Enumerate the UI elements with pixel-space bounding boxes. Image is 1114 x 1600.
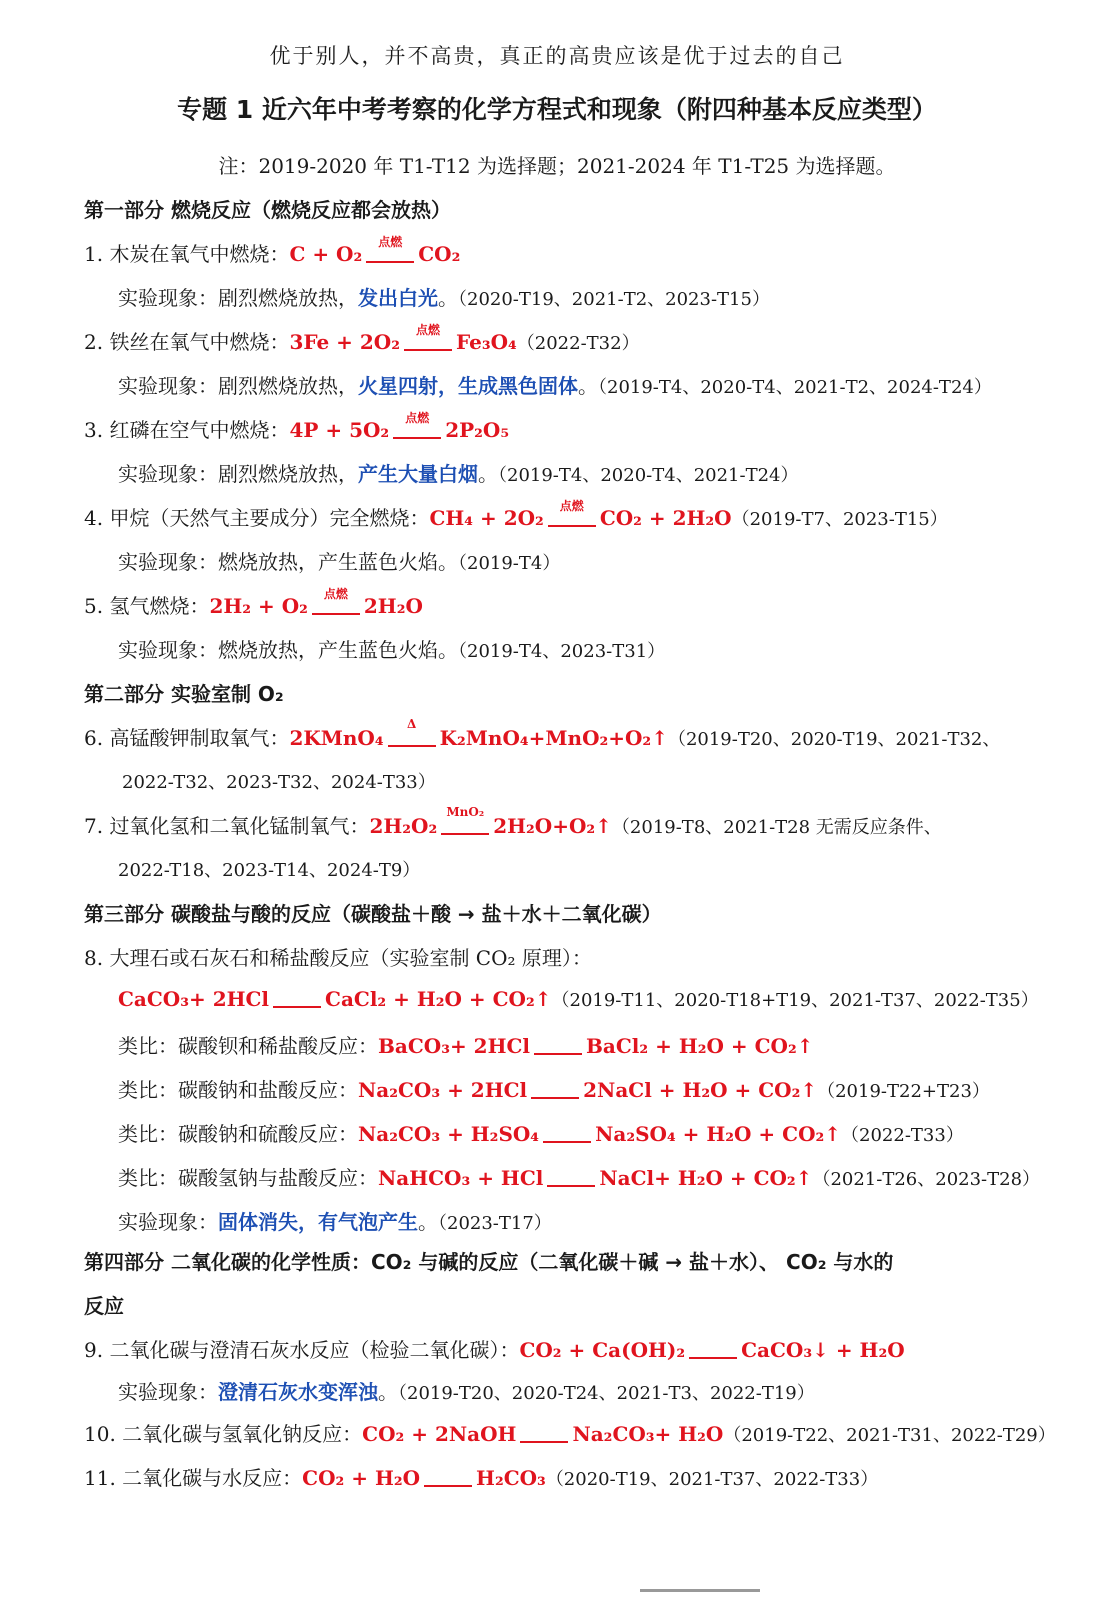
observation-text: 实验现象：燃烧放热，产生蓝色火焰。 xyxy=(118,638,458,662)
equation-line-7 xyxy=(84,804,942,839)
products: K₂MnO₄+MnO₂+O₂↑ xyxy=(439,726,668,750)
item-label: 7. 过氧化氢和二氧化锰制氧气： xyxy=(84,814,370,838)
section-heading-carbonate: 第三部分 碳酸盐与酸的反应（碳酸盐＋酸 → 盐＋水＋二氧化碳） xyxy=(84,902,662,926)
reactants: 2KMnO₄ xyxy=(289,726,384,750)
products: CaCl₂ + H₂O + CO₂↑ xyxy=(325,987,552,1011)
condition-label: Δ xyxy=(406,716,417,731)
observation-prefix: 实验现象：剧烈燃烧放热， xyxy=(118,462,358,486)
equation-line-2 xyxy=(84,322,640,355)
exam-note: 注：2019-2020 年 T1-T12 为选择题；2021-2024 年 T1-T25 为选择题。 xyxy=(218,154,896,178)
observation-suffix: 。 xyxy=(478,462,498,486)
condition-label: 点燃 xyxy=(378,234,403,249)
equation-line-5 xyxy=(84,586,423,619)
reaction-arrow xyxy=(520,1421,568,1443)
reactants: CO₂ + H₂O xyxy=(302,1466,421,1490)
observation-line-3 xyxy=(118,458,799,487)
reaction-arrow xyxy=(689,1337,737,1359)
reactants: CH₄ + 2O₂ xyxy=(429,506,544,530)
observation-line-8 xyxy=(118,1206,552,1235)
analogy-label: 类比：碳酸钡和稀盐酸反应： xyxy=(118,1034,378,1058)
exam-reference: （2020-T19、2021-T37、2022-T33） xyxy=(545,1469,879,1490)
equation-line-10 xyxy=(84,1418,1056,1447)
exam-reference: （2021-T26、2023-T28） xyxy=(812,1169,1041,1190)
analogy-line-4 xyxy=(118,1162,1040,1191)
products: Na₂CO₃+ H₂O xyxy=(572,1422,724,1446)
reaction-arrow xyxy=(531,1077,579,1099)
reaction-arrow xyxy=(273,986,321,1008)
item-label: 2. 铁丝在氧气中燃烧： xyxy=(84,330,290,354)
exam-reference: （2022-T32） xyxy=(516,333,640,354)
observation-text: 固体消失，有气泡产生 xyxy=(218,1210,418,1234)
observation-suffix: 。 xyxy=(438,286,458,310)
exam-reference-continued: 2022-T32、2023-T32、2024-T33） xyxy=(122,772,436,793)
reactants: CO₂ + Ca(OH)₂ xyxy=(519,1338,686,1362)
page-title: 专题 1 近六年中考考察的化学方程式和现象（附四种基本反应类型） xyxy=(177,95,937,124)
reaction-arrow xyxy=(548,498,596,527)
products: BaCl₂ + H₂O + CO₂↑ xyxy=(586,1034,814,1058)
reactants: Na₂CO₃ + 2HCl xyxy=(358,1078,528,1102)
observation-text: 产生大量白烟 xyxy=(358,462,478,486)
exam-reference: （2019-T22+T23） xyxy=(817,1081,990,1102)
reaction-arrow xyxy=(534,1033,582,1055)
analogy-line-3 xyxy=(118,1118,964,1147)
equation-line-9 xyxy=(84,1334,905,1363)
products: 2P₂O₅ xyxy=(445,418,510,442)
section-heading-combustion: 第一部分 燃烧反应（燃烧反应都会放热） xyxy=(84,198,451,222)
observation-suffix: 。 xyxy=(378,1380,398,1404)
analogy-label: 类比：碳酸钠和盐酸反应： xyxy=(118,1078,358,1102)
reactants: CaCO₃+ 2HCl xyxy=(118,987,270,1011)
reaction-arrow xyxy=(388,716,436,747)
exam-reference: （2019-T8、2021-T28 无需反应条件、 xyxy=(611,817,942,838)
section-heading-co2-continued: 反应 xyxy=(84,1294,124,1318)
reactants: BaCO₃+ 2HCl xyxy=(378,1034,531,1058)
reaction-arrow xyxy=(393,410,441,439)
products: CaCO₃↓ + H₂O xyxy=(741,1338,905,1362)
page-motto: 优于别人，并不高贵，真正的高贵应该是优于过去的自己 xyxy=(269,44,845,68)
observation-prefix: 实验现象：剧烈燃烧放热， xyxy=(118,286,358,310)
reaction-arrow xyxy=(404,322,452,351)
observation-prefix: 实验现象： xyxy=(118,1210,218,1234)
analogy-label: 类比：碳酸钠和硫酸反应： xyxy=(118,1122,358,1146)
exam-reference: （2020-T19、2021-T2、2023-T15） xyxy=(458,289,770,310)
condition-label: MnO₂ xyxy=(446,804,485,819)
reaction-arrow xyxy=(543,1121,591,1143)
exam-reference: （2019-T11、2020-T18+T19、2021-T37、2022-T35） xyxy=(551,990,1039,1011)
item-label-8: 8. 大理石或石灰石和稀盐酸反应（实验室制 CO₂ 原理）： xyxy=(84,946,592,970)
condition-label: 点燃 xyxy=(405,410,430,425)
item-label: 1. 木炭在氧气中燃烧： xyxy=(84,242,290,266)
products: CO₂ xyxy=(418,242,461,266)
item-label: 11. 二氧化碳与水反应： xyxy=(84,1466,303,1490)
reactants: C + O₂ xyxy=(289,242,363,266)
observation-text: 发出白光 xyxy=(358,286,438,310)
section-heading-oxygen: 第二部分 实验室制 O₂ xyxy=(84,682,284,706)
observation-line-5 xyxy=(118,634,665,663)
products: Na₂SO₄ + H₂O + CO₂↑ xyxy=(595,1122,842,1146)
item-label: 4. 甲烷（天然气主要成分）完全燃烧： xyxy=(84,506,430,530)
equation-line-6 xyxy=(84,716,1001,751)
reaction-arrow xyxy=(441,804,489,835)
products: CO₂ + 2H₂O xyxy=(599,506,732,530)
observation-suffix: 。 xyxy=(418,1210,438,1234)
observation-prefix: 实验现象： xyxy=(118,1380,218,1404)
exam-reference-continued: 2022-T18、2023-T14、2024-T9） xyxy=(118,860,421,881)
reactants: 3Fe + 2O₂ xyxy=(289,330,400,354)
item-label: 10. 二氧化碳与氢氧化钠反应： xyxy=(84,1422,363,1446)
exam-reference: （2023-T17） xyxy=(438,1213,552,1234)
reactants: 2H₂ + O₂ xyxy=(209,594,308,618)
reactants: 4P + 5O₂ xyxy=(289,418,390,442)
page-bottom-mark xyxy=(640,1589,760,1592)
analogy-line-2 xyxy=(118,1074,990,1103)
item-label: 9. 二氧化碳与澄清石灰水反应（检验二氧化碳）： xyxy=(84,1338,520,1362)
reaction-arrow xyxy=(312,586,360,615)
condition-label: 点燃 xyxy=(559,498,584,513)
exam-reference: （2019-T22、2021-T31、2022-T29） xyxy=(723,1425,1056,1446)
reaction-arrow xyxy=(424,1465,472,1487)
item-label: 5. 氢气燃烧： xyxy=(84,594,210,618)
condition-label: 点燃 xyxy=(415,322,440,337)
analogy-label: 类比：碳酸氢钠与盐酸反应： xyxy=(118,1166,378,1190)
item-label: 6. 高锰酸钾制取氧气： xyxy=(84,726,290,750)
reactants: 2H₂O₂ xyxy=(369,814,438,838)
reactants: CO₂ + 2NaOH xyxy=(362,1422,517,1446)
exam-reference: （2019-T4、2020-T4、2021-T2、2024-T24） xyxy=(598,377,992,398)
products: H₂CO₃ xyxy=(476,1466,546,1490)
equation-line-11 xyxy=(84,1462,878,1491)
products: 2NaCl + H₂O + CO₂↑ xyxy=(583,1078,818,1102)
equation-line-3 xyxy=(84,410,510,443)
exam-reference: （2019-T4） xyxy=(458,553,561,574)
reactants: NaHCO₃ + HCl xyxy=(378,1166,544,1190)
equation-line-4 xyxy=(84,498,948,531)
item-label: 3. 红磷在空气中燃烧： xyxy=(84,418,290,442)
condition-label: 点燃 xyxy=(323,586,348,601)
observation-text: 实验现象：燃烧放热，产生蓝色火焰。 xyxy=(118,550,458,574)
exam-reference: （2019-T4、2023-T31） xyxy=(458,641,666,662)
reactants: Na₂CO₃ + H₂SO₄ xyxy=(358,1122,540,1146)
section-heading-co2: 第四部分 二氧化碳的化学性质：CO₂ 与碱的反应（二氧化碳＋碱 → 盐＋水）、 CO₂ 与水的 xyxy=(84,1250,894,1274)
reaction-arrow xyxy=(366,234,414,263)
observation-text: 澄清石灰水变浑浊 xyxy=(218,1380,378,1404)
observation-text: 火星四射，生成黑色固体 xyxy=(358,374,578,398)
products: Fe₃O₄ xyxy=(455,330,517,354)
observation-line-2 xyxy=(118,370,992,399)
exam-reference: （2019-T20、2020-T19、2021-T32、 xyxy=(667,729,1001,750)
observation-prefix: 实验现象：剧烈燃烧放热， xyxy=(118,374,358,398)
observation-line-1 xyxy=(118,282,770,311)
observation-line-4 xyxy=(118,546,560,575)
products: 2H₂O+O₂↑ xyxy=(493,814,612,838)
exam-reference: （2019-T7、2023-T15） xyxy=(731,509,948,530)
products: NaCl+ H₂O + CO₂↑ xyxy=(599,1166,813,1190)
exam-reference: （2019-T20、2020-T24、2021-T3、2022-T19） xyxy=(398,1383,815,1404)
equation-line-8 xyxy=(118,986,1039,1012)
observation-suffix: 。 xyxy=(578,374,598,398)
exam-reference: （2022-T33） xyxy=(841,1125,964,1146)
observation-line-9 xyxy=(118,1376,815,1405)
products: 2H₂O xyxy=(363,594,423,618)
analogy-line-1 xyxy=(118,1030,813,1059)
equation-line-1 xyxy=(84,234,461,267)
exam-reference: （2019-T4、2020-T4、2021-T24） xyxy=(498,465,799,486)
reaction-arrow xyxy=(547,1165,595,1187)
